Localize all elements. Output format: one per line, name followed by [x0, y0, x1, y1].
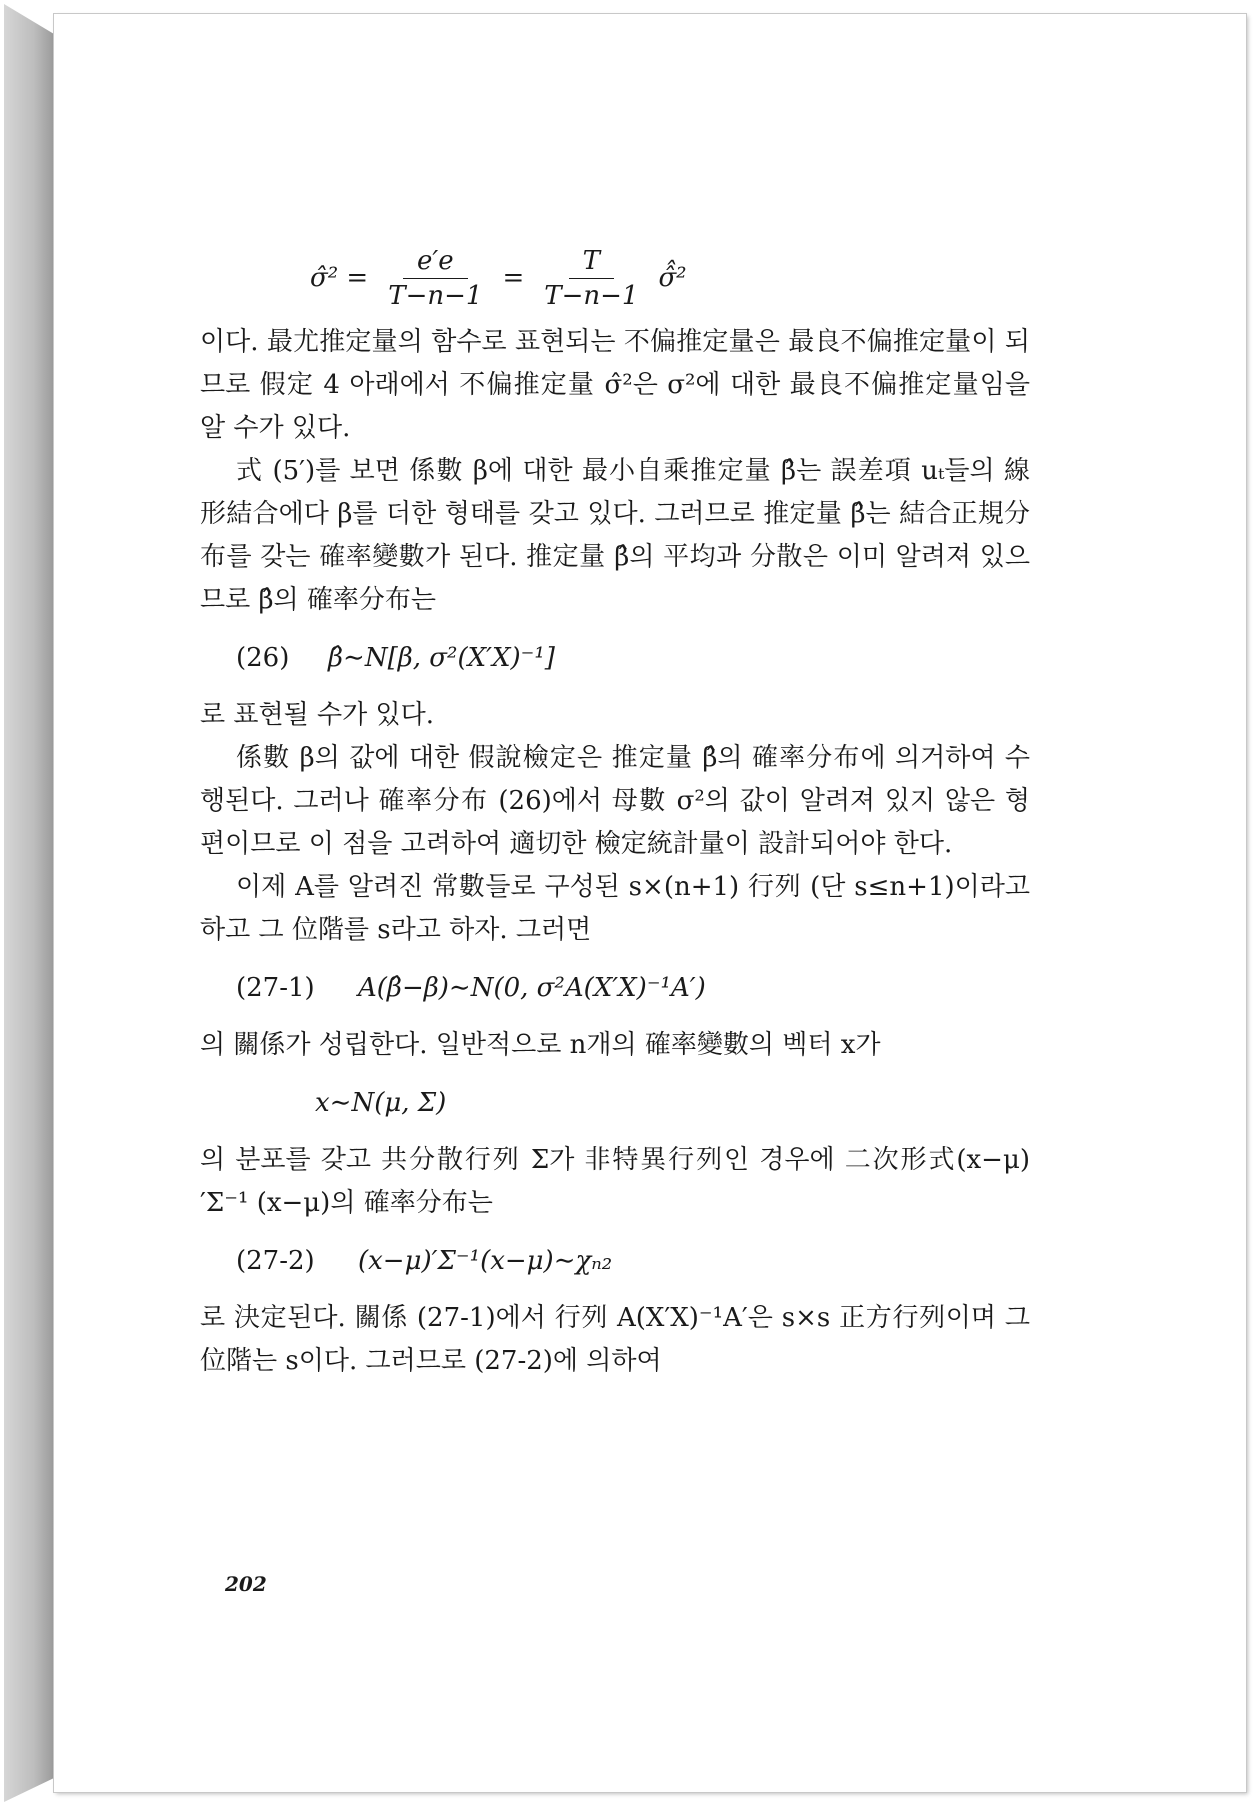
page-content — [200, 235, 1030, 1383]
equation-x-distribution: x∼N(μ, Σ) — [315, 1087, 447, 1118]
fraction-2-numerator: T — [569, 244, 614, 279]
fraction-1-numerator: e′e — [403, 244, 468, 279]
paragraph-7: 의 분포를 갖고 共分散行列 Σ가 非特異行列인 경우에 二次形式(x−μ)′Σ⁻¹ (x−μ)의 確率分布는 — [200, 1145, 1030, 1218]
page-number: 202 — [225, 1572, 267, 1596]
equation-body: A(β̂−β)∼N(0, σ²A(X′X)⁻¹A′) — [358, 972, 706, 1003]
fraction-1-denominator: T−n−1 — [388, 280, 483, 311]
paragraph-4: 係數 β의 값에 대한 假說檢定은 推定量 β̂의 確率分布에 의거하여 수행된다. 그러나 確率分布 (26)에서 母數 σ²의 값이 알려져 있지 않은 형편이므로 이 점을 고려하여 適切한 檢定統計量이 設計되어야 한다. — [200, 743, 1030, 859]
equation-26 — [200, 622, 1030, 694]
equation-sigma-hat — [200, 235, 1030, 321]
equation-body: β̂∼N[β, σ²(X′X)⁻¹] — [328, 642, 555, 673]
paragraph-3: 로 표현될 수가 있다. — [200, 700, 434, 730]
equation-number: (27-2) — [236, 1245, 315, 1276]
paragraph-5: 이제 A를 알려진 常數들로 구성된 s×(n+1) 行列 (단 s≤n+1)이라고 하고 그 位階를 s라고 하자. 그러면 — [200, 872, 1030, 945]
paragraph-1: 이다. 最尤推定量의 함수로 표현되는 不偏推定量은 最良不偏推定量이 되므로 假定 4 아래에서 不偏推定量 σ̂²은 σ²에 대한 最良不偏推定量임을 알 수가 있다. — [200, 327, 1030, 443]
eq-lhs: σ̂² = — [310, 262, 369, 293]
equation-27-2 — [200, 1225, 1030, 1297]
fraction-1 — [374, 244, 496, 313]
fraction-2 — [530, 244, 652, 313]
eq-rhs: σ̂̂² — [658, 262, 687, 293]
equation-body: (x−μ)′Σ⁻¹(x−μ)∼χₙ₂ — [358, 1245, 613, 1276]
paragraph-2: 式 (5′)를 보면 係數 β에 대한 最小自乘推定量 β̂는 誤差項 uₜ들의 線形結合에다 β를 더한 형태를 갖고 있다. 그러므로 推定量 β̂는 結合正規分布를 갖는 確率變數가 된다. 推定量 β̂의 平均과 分散은 이미 알려져 있으므로 β̂의 確率分布는 — [200, 456, 1030, 615]
equation-number: (26) — [236, 642, 290, 673]
book-spine — [4, 4, 54, 1802]
equation-number: (27-1) — [236, 972, 315, 1003]
paragraph-8: 로 決定된다. 關係 (27-1)에서 行列 A(X′X)⁻¹A′은 s×s 正方行列이며 그 位階는 s이다. 그러므로 (27-2)에 의하여 — [200, 1303, 1030, 1376]
eq-equals: = — [502, 262, 525, 293]
paragraph-6: 의 關係가 성립한다. 일반적으로 n개의 確率變數의 벡터 x가 — [200, 1030, 881, 1060]
fraction-2-denominator: T−n−1 — [544, 280, 639, 311]
equation-27-1 — [200, 952, 1030, 1024]
